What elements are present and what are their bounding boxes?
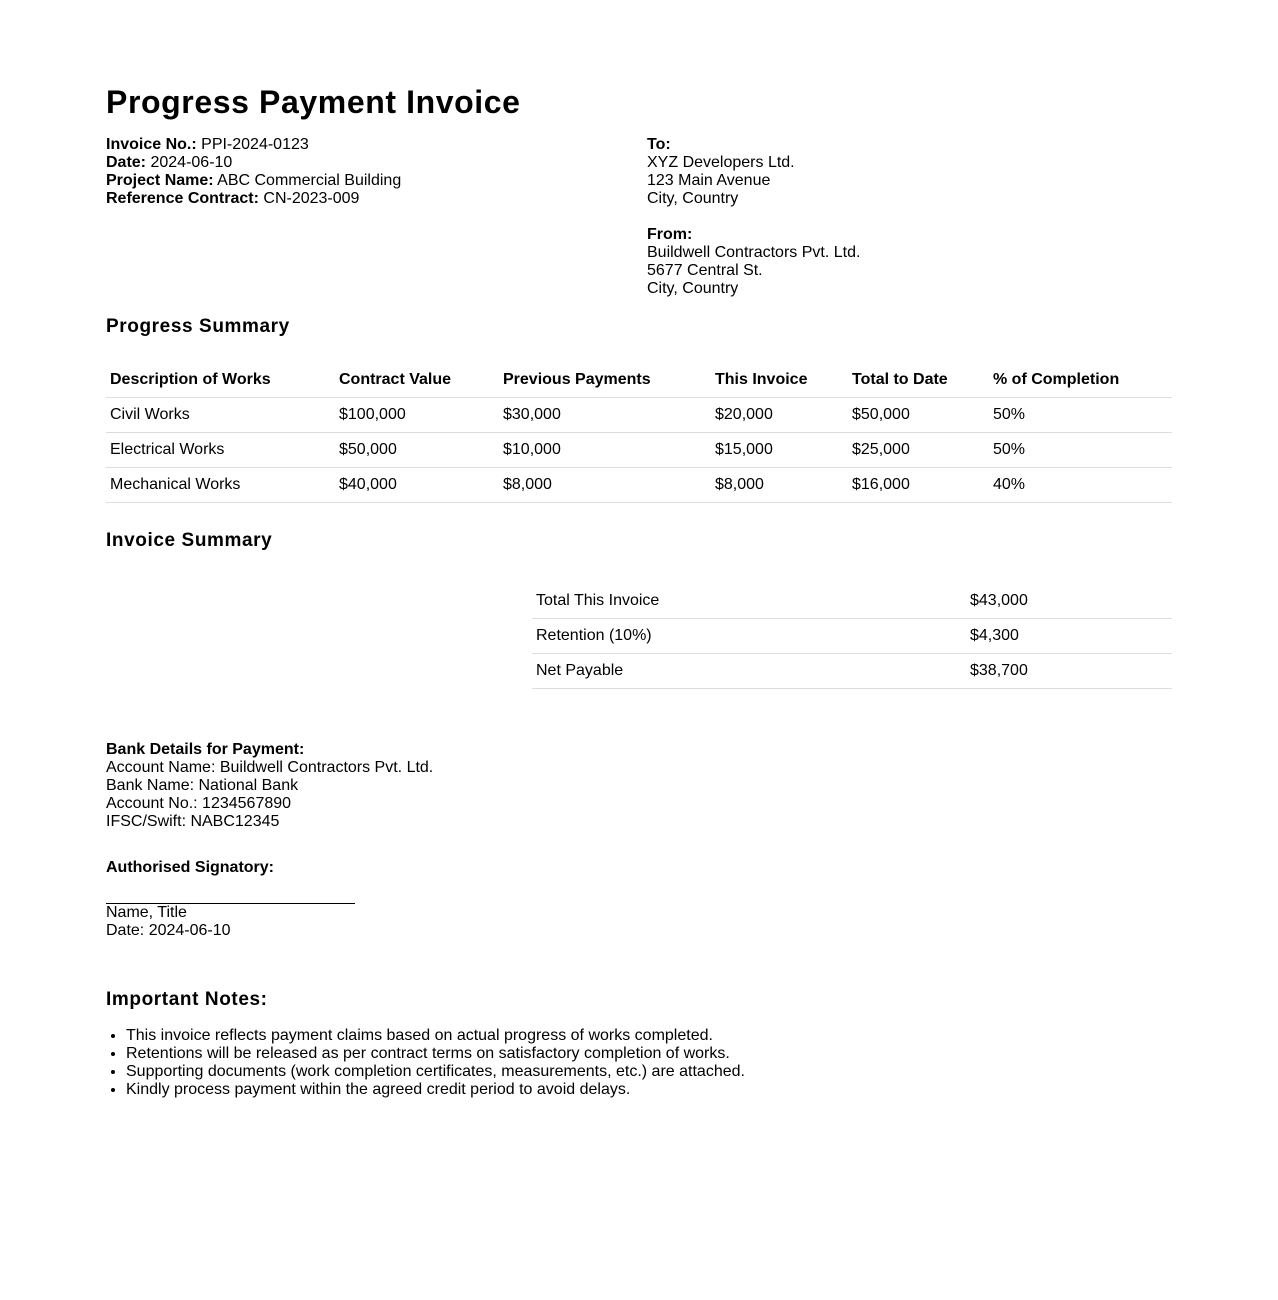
bank-detail-line: Account Name: Buildwell Contractors Pvt. Ltd. [106, 759, 434, 776]
summary-label: Total This Invoice [532, 584, 966, 619]
signatory-name-title: Name, Title [106, 904, 187, 921]
table-cell: Electrical Works [106, 433, 335, 468]
to-label: To: [647, 136, 671, 153]
bank-details-heading: Bank Details for Payment: [106, 741, 305, 758]
invoice-number-row [106, 136, 606, 154]
page-title: Progress Payment Invoice [106, 84, 521, 120]
table-row [532, 619, 1172, 654]
reference-contract-label: Reference Contract: [106, 190, 259, 207]
table-cell: $100,000 [335, 398, 499, 433]
from-line: 5677 Central St. [647, 262, 763, 279]
table-cell: $50,000 [848, 398, 989, 433]
list-item: • Kindly process payment within the agreed credit period to avoid delays. [126, 1081, 1026, 1099]
column-header: This Invoice [711, 362, 848, 398]
to-line: XYZ Developers Ltd. [647, 154, 795, 171]
table-cell: $20,000 [711, 398, 848, 433]
to-line: 123 Main Avenue [647, 172, 771, 189]
table-cell: $8,000 [499, 468, 711, 503]
summary-value: $38,700 [966, 654, 1172, 689]
table-cell: 50% [989, 398, 1172, 433]
table-row [532, 654, 1172, 689]
table-cell: $30,000 [499, 398, 711, 433]
signatory-block [106, 859, 355, 940]
table-cell: Civil Works [106, 398, 335, 433]
table-cell: $25,000 [848, 433, 989, 468]
table-cell: $50,000 [335, 433, 499, 468]
from-line: City, Country [647, 280, 739, 297]
project-name-label: Project Name: [106, 172, 214, 189]
summary-label: Retention (10%) [532, 619, 966, 654]
bank-detail-line: Bank Name: National Bank [106, 777, 299, 794]
list-item: • Supporting documents (work completion certificates, measurements, etc.) are attached. [126, 1063, 1026, 1081]
table-cell: Mechanical Works [106, 468, 335, 503]
table-cell: $40,000 [335, 468, 499, 503]
invoice-date-value: 2024-06-10 [150, 154, 233, 171]
table-header-row [106, 362, 1172, 398]
address-block [647, 136, 1147, 298]
table-cell: 50% [989, 433, 1172, 468]
summary-label: Net Payable [532, 654, 966, 689]
invoice-meta [106, 136, 606, 208]
column-header: Previous Payments [499, 362, 711, 398]
table-row [106, 468, 1172, 503]
project-name-row [106, 172, 606, 190]
reference-contract-value: CN-2023-009 [263, 190, 360, 207]
invoice-summary-heading: Invoice Summary [106, 530, 273, 551]
column-header: % of Completion [989, 362, 1172, 398]
from-label: From: [647, 226, 693, 243]
signatory-date: Date: 2024-06-10 [106, 922, 231, 939]
notes-heading: Important Notes: [106, 989, 268, 1010]
bank-detail-line: IFSC/Swift: NABC12345 [106, 813, 280, 830]
project-name-value: ABC Commercial Building [217, 172, 402, 189]
column-header: Total to Date [848, 362, 989, 398]
table-cell: 40% [989, 468, 1172, 503]
table-row [532, 584, 1172, 619]
notes-list [106, 1027, 1026, 1099]
reference-contract-row [106, 190, 606, 208]
table-cell: $10,000 [499, 433, 711, 468]
signatory-heading: Authorised Signatory: [106, 859, 275, 876]
table-cell: $8,000 [711, 468, 848, 503]
summary-value: $43,000 [966, 584, 1172, 619]
table-cell: $15,000 [711, 433, 848, 468]
invoice-summary-table [532, 584, 1172, 689]
list-item: • Retentions will be released as per contract terms on satisfactory completion of works. [126, 1045, 1026, 1063]
to-line: City, Country [647, 190, 739, 207]
invoice-date-label: Date: [106, 154, 147, 171]
spacer [647, 208, 1147, 226]
invoice-date-row [106, 154, 606, 172]
table-row [106, 433, 1172, 468]
bank-details [106, 741, 433, 831]
invoice-number-label: Invoice No.: [106, 136, 197, 153]
table-row [106, 398, 1172, 433]
progress-summary-heading: Progress Summary [106, 316, 290, 337]
bank-detail-line: Account No.: 1234567890 [106, 795, 292, 812]
column-header: Description of Works [106, 362, 335, 398]
column-header: Contract Value [335, 362, 499, 398]
summary-value: $4,300 [966, 619, 1172, 654]
list-item: • This invoice reflects payment claims based on actual progress of works completed. [126, 1027, 1026, 1045]
invoice-number-value: PPI-2024-0123 [201, 136, 309, 153]
table-cell: $16,000 [848, 468, 989, 503]
progress-summary-table [106, 362, 1172, 503]
from-line: Buildwell Contractors Pvt. Ltd. [647, 244, 861, 261]
